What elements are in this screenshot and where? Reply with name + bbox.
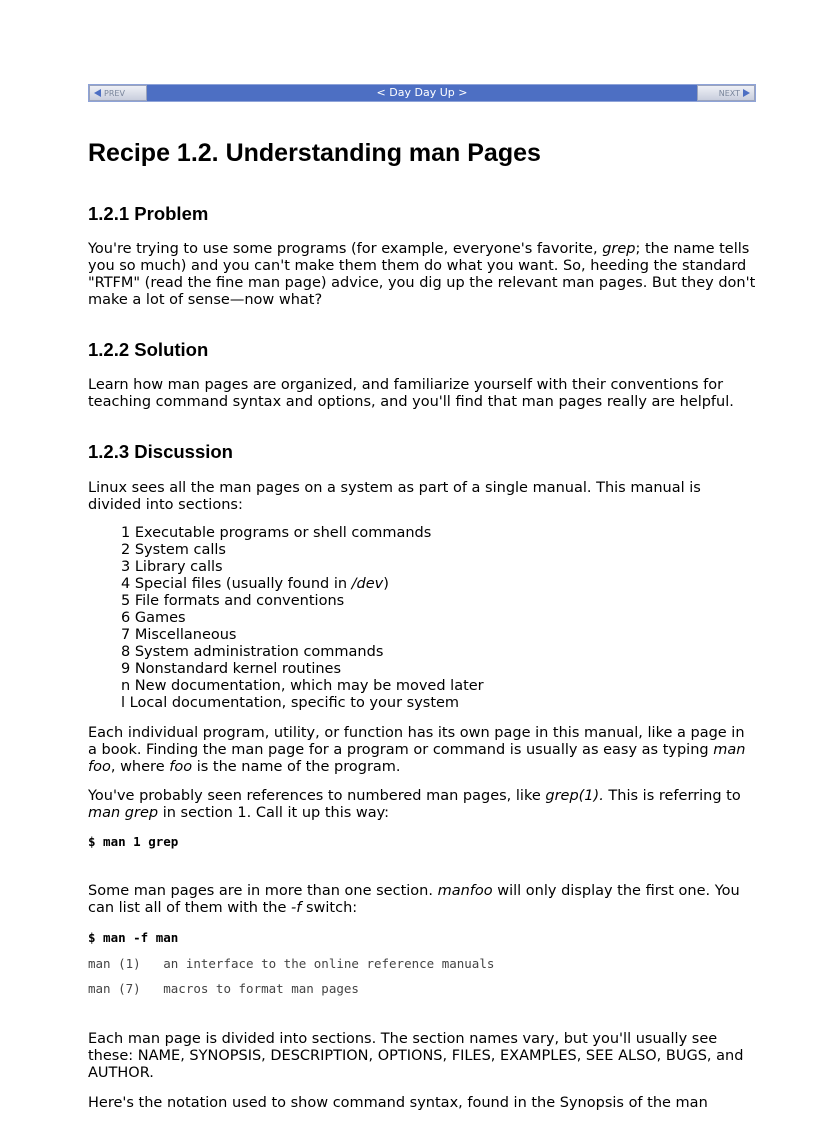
paragraph-page-sections: Each man page is divided into sections. The section names vary, but you'll usually see these: NAME, SYNOPSIS, DESCRIPTION, OPTIONS, FILES, EXAMPLES, SEE ALSO, BUGS, and AUTHOR. [88,1031,744,1081]
page-title: Recipe 1.2. Understanding man Pages [88,139,541,167]
problem-heading: 1.2.1 Problem [88,203,209,224]
prev-label: PREV [104,88,125,98]
list-item: 8 System administration commands [121,644,384,660]
paragraph-man-foo: Each individual program, utility, or function has its own page in this manual, like a page in a book. Finding the man page for a program or command is usually as easy as typing man foo, where foo is the name of the program. [88,725,746,775]
nav-title-link[interactable]: < Day Day Up > [376,86,468,99]
command-example: $ man 1 grep [88,834,179,849]
command-example: $ man -f man [88,930,179,945]
manual-sections-list [121,525,484,712]
list-item: 2 System calls [121,542,226,558]
discussion-heading: 1.2.3 Discussion [88,441,233,462]
list-item: l Local documentation, specific to your system [121,695,460,711]
list-item: 1 Executable programs or shell commands [121,525,432,541]
command-output-line: man (7) macros to format man pages [88,981,359,996]
list-item: 7 Miscellaneous [121,627,237,643]
list-item: 4 Special files (usually found in /dev) [121,576,389,592]
problem-paragraph: You're trying to use some programs (for example, everyone's favorite, grep; the name tells you so much) and you can't make them them do what you want. So, heeding the standard "RTFM" (read the fine man page) advice, you dig up the relevant man pages. But they don't make a lot of sense—now what? [88,241,756,308]
command-output-line: man (1) an interface to the online reference manuals [88,956,495,971]
list-item: 5 File formats and conventions [121,593,345,609]
paragraph-multiple-sections: Some man pages are in more than one section. manfoo will only display the first one. You can list all of them with the -f switch: [88,883,740,916]
discussion-intro: Linux sees all the man pages on a system as part of a single manual. This manual is divided into sections: [88,480,701,513]
paragraph-numbered-pages: You've probably seen references to numbered man pages, like grep(1). This is referring to man grep in section 1. Call it up this way: [88,788,741,821]
list-item: n New documentation, which may be moved later [121,678,484,694]
next-label: NEXT [718,88,740,98]
list-item: 9 Nonstandard kernel routines [121,661,342,677]
solution-paragraph: Learn how man pages are organized, and familiarize yourself with their conventions for teaching command syntax and options, and you'll find that man pages really are helpful. [88,377,734,410]
paragraph-notation: Here's the notation used to show command syntax, found in the Synopsis of the man [88,1095,708,1111]
next-button[interactable] [697,85,755,101]
solution-heading: 1.2.2 Solution [88,339,209,360]
list-item: 3 Library calls [121,559,223,575]
page-content [88,84,756,1111]
arrow-right-icon [743,89,750,97]
list-item: 6 Games [121,610,186,626]
navigation-bar [88,84,756,102]
